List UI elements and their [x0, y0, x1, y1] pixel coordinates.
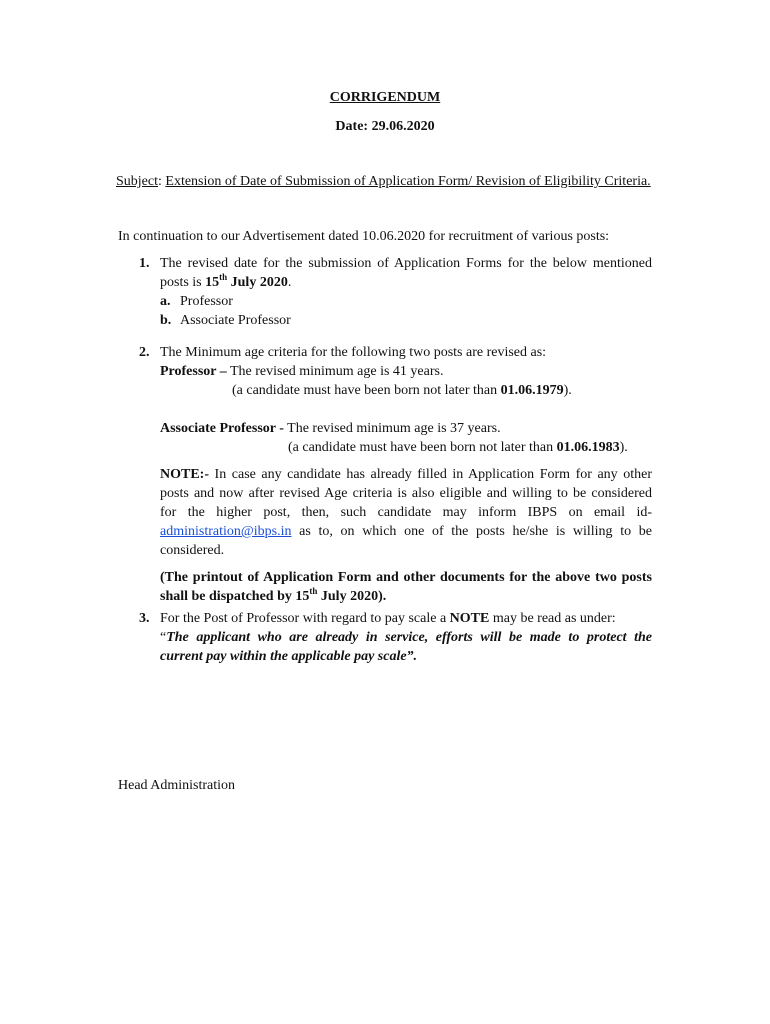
item1-sub-b — [160, 311, 652, 330]
item2-associate — [160, 419, 652, 438]
item3-line1 — [160, 609, 652, 628]
item2-associate-note — [160, 438, 652, 457]
item1-deadline-suffix: th — [219, 272, 228, 282]
item1-deadline-day: 15 — [205, 275, 220, 290]
item1-deadline — [205, 272, 288, 290]
item1-sub-a — [160, 292, 652, 311]
list-item-number: 1. — [139, 256, 150, 271]
note-line4-text: as to, on which one of the posts he/she is willing to be — [291, 524, 652, 539]
dispatch-line2-end: July 2020). — [317, 589, 387, 604]
associate-note-date: 01.06.1983 — [556, 440, 620, 455]
email-link[interactable]: administration@ibps.in — [160, 524, 292, 539]
associate-label: Associate Professor - — [160, 421, 284, 436]
item2-professor-note — [160, 381, 652, 400]
subject-text: Extension of Date of Submission of Application Form/ Revision of Eligibility Criteria. — [165, 174, 651, 189]
associate-text: The revised minimum age is 37 years. — [283, 421, 501, 436]
professor-text: The revised minimum age is 41 years. — [226, 364, 444, 379]
item1-deadline-month: July 2020 — [227, 275, 288, 290]
associate-note-text: (a candidate must have been born not later than — [288, 440, 557, 455]
list-item-3 — [139, 609, 652, 666]
professor-note-date: 01.06.1979 — [500, 383, 564, 398]
signature: Head Administration — [118, 778, 236, 793]
dispatch-line2 — [160, 587, 652, 606]
sub-a-text: Professor — [180, 294, 233, 309]
note-line2: posts and now after revised Age criteria is also eligible and willing to be considered — [160, 486, 652, 501]
item1-line1: The revised date for the submission of Application Forms for the below mentioned — [160, 256, 652, 271]
sub-b-text: Associate Professor — [180, 313, 291, 328]
document-title: CORRIGENDUM — [329, 90, 441, 105]
item3-note-word: NOTE — [449, 611, 490, 626]
item2-line1: The Minimum age criteria for the following two posts are revised as: — [160, 345, 547, 360]
associate-note-end: ). — [619, 440, 628, 455]
item3-line1-end: may be read as under: — [489, 611, 616, 626]
note-line1 — [160, 465, 652, 484]
dispatch-line1: (The printout of Application Form and other documents for the above two posts — [160, 570, 652, 585]
item3-quote-line2: current pay within the applicable pay scale”. — [160, 649, 418, 664]
professor-label: Professor – — [160, 364, 227, 379]
subject-line — [116, 172, 651, 191]
list-item-number: 3. — [139, 611, 150, 626]
note-line1-text: In case any candidate has already filled in Application Form for any other — [209, 467, 652, 482]
professor-note-end: ). — [563, 383, 572, 398]
quote-line1-text: The applicant who are already in service, efforts will be made to protect the — [166, 630, 652, 645]
subject-separator: : — [158, 174, 166, 189]
document-date: Date: 29.06.2020 — [335, 119, 435, 134]
item1-line2 — [160, 273, 652, 292]
item1-line2-end: . — [287, 275, 292, 290]
professor-note-text: (a candidate must have been born not later than — [232, 383, 501, 398]
list-item-1 — [139, 254, 652, 330]
note-line4 — [160, 522, 652, 541]
item3-quote-line1 — [160, 628, 652, 647]
dispatch-line2-text: shall be dispatched by 15 — [160, 589, 310, 604]
item3-line1-text: For the Post of Professor with regard to pay scale a — [160, 611, 450, 626]
item1-line2-text: posts is — [160, 275, 206, 290]
note-line3: for the higher post, then, such candidate may inform IBPS on email id- — [160, 505, 652, 520]
dispatch-suffix: th — [309, 586, 318, 596]
intro-paragraph: In continuation to our Advertisement dated 10.06.2020 for recruitment of various posts: — [118, 229, 610, 244]
quote-open: “ — [160, 630, 167, 645]
sub-a-marker: a. — [160, 294, 171, 309]
note-line5: considered. — [160, 543, 225, 558]
sub-b-marker: b. — [160, 313, 172, 328]
item2-note-paragraph — [160, 465, 652, 560]
item2-dispatch-note — [160, 568, 652, 606]
note-label: NOTE:- — [160, 467, 209, 482]
item2-professor — [160, 362, 652, 381]
list-item-number: 2. — [139, 345, 150, 360]
list-item-2 — [139, 343, 652, 606]
subject-label: Subject — [116, 174, 158, 189]
